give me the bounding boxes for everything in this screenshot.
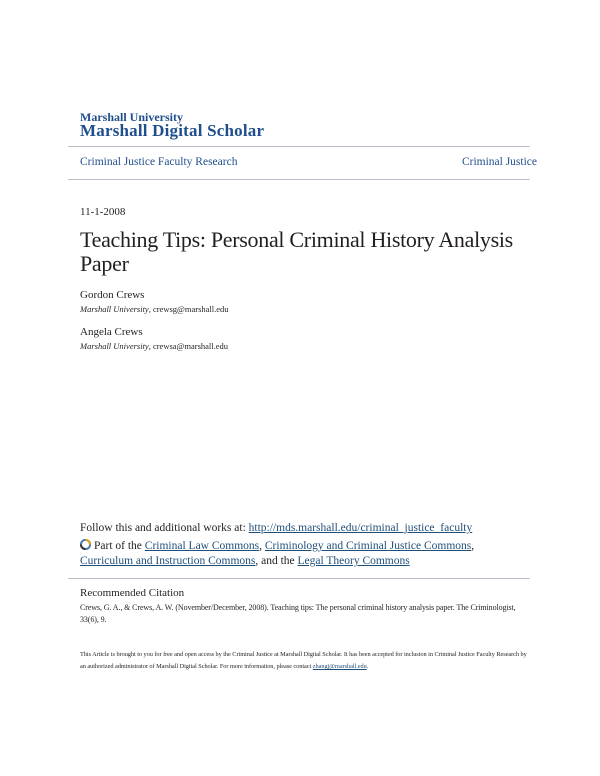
author-email[interactable]: crewsg@marshall.edu [152,304,229,314]
citation-heading: Recommended Citation [80,587,185,599]
contact-email-link[interactable]: zhangj@marshall.edu [312,663,367,670]
citation-text: Crews, G. A., & Crews, A. W. (November/December, 2008). Teaching tips: The personal criminal history analysis paper. The Criminologist, 33(6), 9. [80,603,516,624]
author-name: Gordon Crews [80,289,145,301]
author-affiliation: Marshall University, crewsa@marshall.edu [80,341,229,351]
commons-link-curriculum[interactable]: Curriculum and Instruction Commons [80,555,256,567]
author-affiliation: Marshall University, crewsg@marshall.edu [80,304,229,314]
commons-link-legal-theory[interactable]: Legal Theory Commons [297,555,410,567]
footer-notice [80,649,530,673]
collection-link[interactable]: Criminal Justice Faculty Research [80,156,238,168]
affiliation-name: Marshall University [80,341,149,351]
separator: , [471,540,475,552]
citation-divider [68,578,530,579]
header-divider [68,146,530,147]
separator: , [259,540,265,552]
follow-line [80,522,472,534]
separator: , and the [255,555,298,567]
repository-name[interactable]: Marshall Digital Scholar [80,121,265,140]
footer-end: . [366,663,369,670]
department-link[interactable]: Criminal Justice [461,156,537,168]
commons-icon [80,539,91,550]
affiliation-name: Marshall University [80,304,149,314]
footer-text: This Article is brought to you for free and open access by the Criminal Justice at Marshall Digital Scholar. It has been accepted for inclusion in Criminal Justice Faculty Research by an authorized administrator of Marshall Digital Scholar. For more information, please contact [80,651,527,670]
part-of-prefix: Part of the [94,540,145,552]
publication-date: 11-1-2008 [80,206,126,218]
author-name: Angela Crews [80,326,143,338]
author-email[interactable]: crewsa@marshall.edu [152,341,229,351]
collection-url-link[interactable]: http://mds.marshall.edu/criminal_justice_faculty [248,522,473,534]
part-of-line [80,539,530,569]
institution-name[interactable]: Marshall University [80,110,183,124]
follow-label: Follow this and additional works at: [80,522,249,534]
nav-divider [68,179,530,180]
commons-link-criminal-law[interactable]: Criminal Law Commons [144,540,260,552]
article-title: Teaching Tips: Personal Criminal History Analysis Paper [80,227,513,276]
commons-link-criminology[interactable]: Criminology and Criminal Justice Commons [264,540,472,552]
